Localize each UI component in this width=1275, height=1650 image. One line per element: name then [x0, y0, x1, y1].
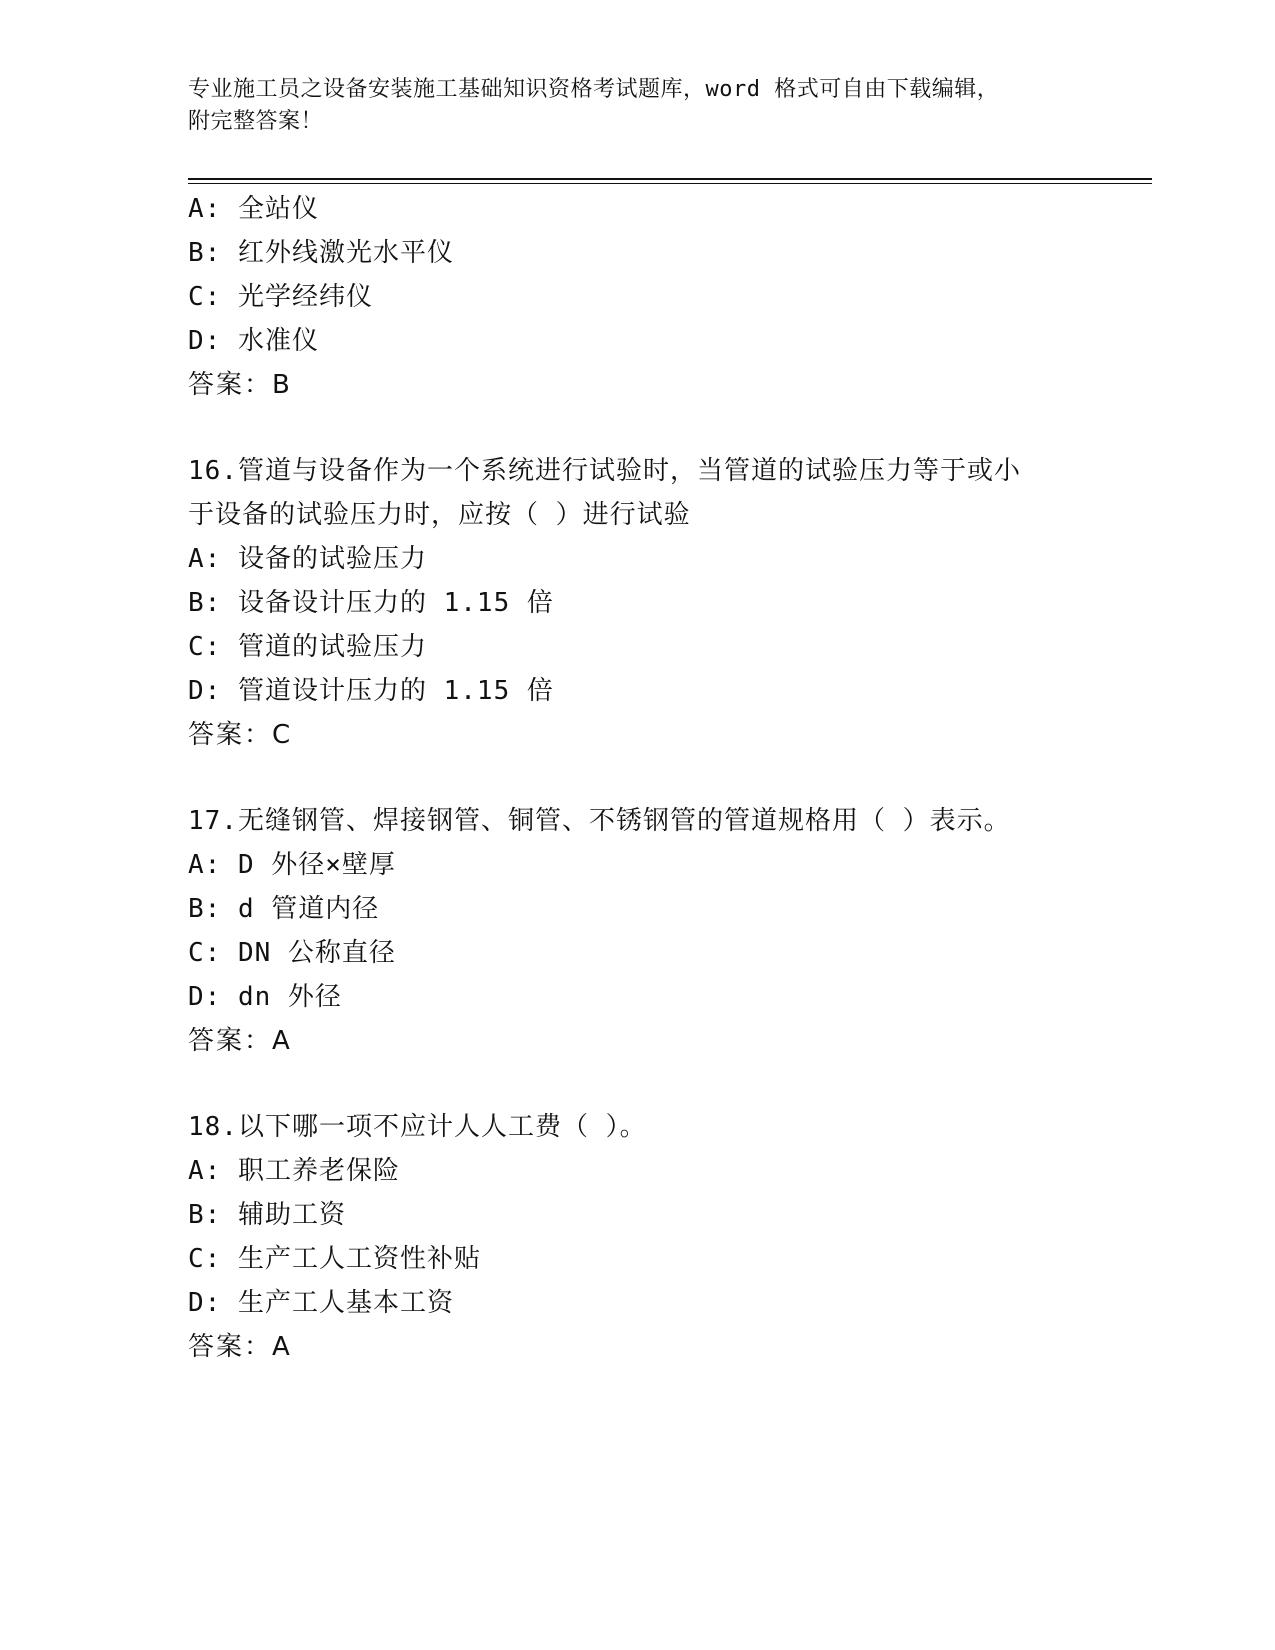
q15-option-d: D: 水准仪 [188, 326, 319, 356]
q15-option-a: A: 全站仪 [188, 194, 319, 224]
q18-option-a: A: 职工养老保险 [188, 1156, 400, 1186]
q17-option-d: D: dn 外径 [188, 982, 342, 1012]
header-divider-thick [188, 178, 1152, 180]
q17-answer: 答案：A [188, 1026, 292, 1056]
q16-option-a: A: 设备的试验压力 [188, 544, 427, 574]
header-divider-thin [188, 183, 1152, 184]
q17-option-c: C: DN 公称直径 [188, 938, 396, 968]
header-line-1: 专业施工员之设备安装施工基础知识资格考试题库，word 格式可自由下载编辑， [188, 77, 1000, 102]
q16-answer: 答案：C [188, 720, 293, 750]
q16-stem-line-2: 于设备的试验压力时，应按（ ）进行试验 [188, 500, 691, 530]
q15-answer: 答案：B [188, 370, 292, 400]
q17-option-b: B: d 管道内径 [188, 894, 380, 924]
q18-stem-line-1: 18.以下哪一项不应计人人工费（ ）。 [188, 1112, 647, 1142]
document-header [188, 74, 1088, 138]
q16-option-b: B: 设备设计压力的 1.15 倍 [188, 588, 554, 618]
q18-option-c: C: 生产工人工资性补贴 [188, 1244, 481, 1274]
q16-stem-line-1: 16.管道与设备作为一个系统进行试验时，当管道的试验压力等于或小 [188, 456, 1021, 486]
q18-option-b: B: 辅助工资 [188, 1200, 346, 1230]
q18-option-d: D: 生产工人基本工资 [188, 1288, 454, 1318]
q17-option-a: A: D 外径×壁厚 [188, 850, 396, 880]
q17-stem-line-1: 17.无缝钢管、焊接钢管、铜管、不锈钢管的管道规格用（ ）表示。 [188, 806, 1011, 836]
header-line-2: 附完整答案！ [188, 109, 324, 134]
q15-option-b: B: 红外线激光水平仪 [188, 238, 454, 268]
q16-option-c: C: 管道的试验压力 [188, 632, 427, 662]
q16-option-d: D: 管道设计压力的 1.15 倍 [188, 676, 554, 706]
q18-answer: 答案：A [188, 1332, 292, 1362]
q15-option-c: C: 光学经纬仪 [188, 282, 373, 312]
